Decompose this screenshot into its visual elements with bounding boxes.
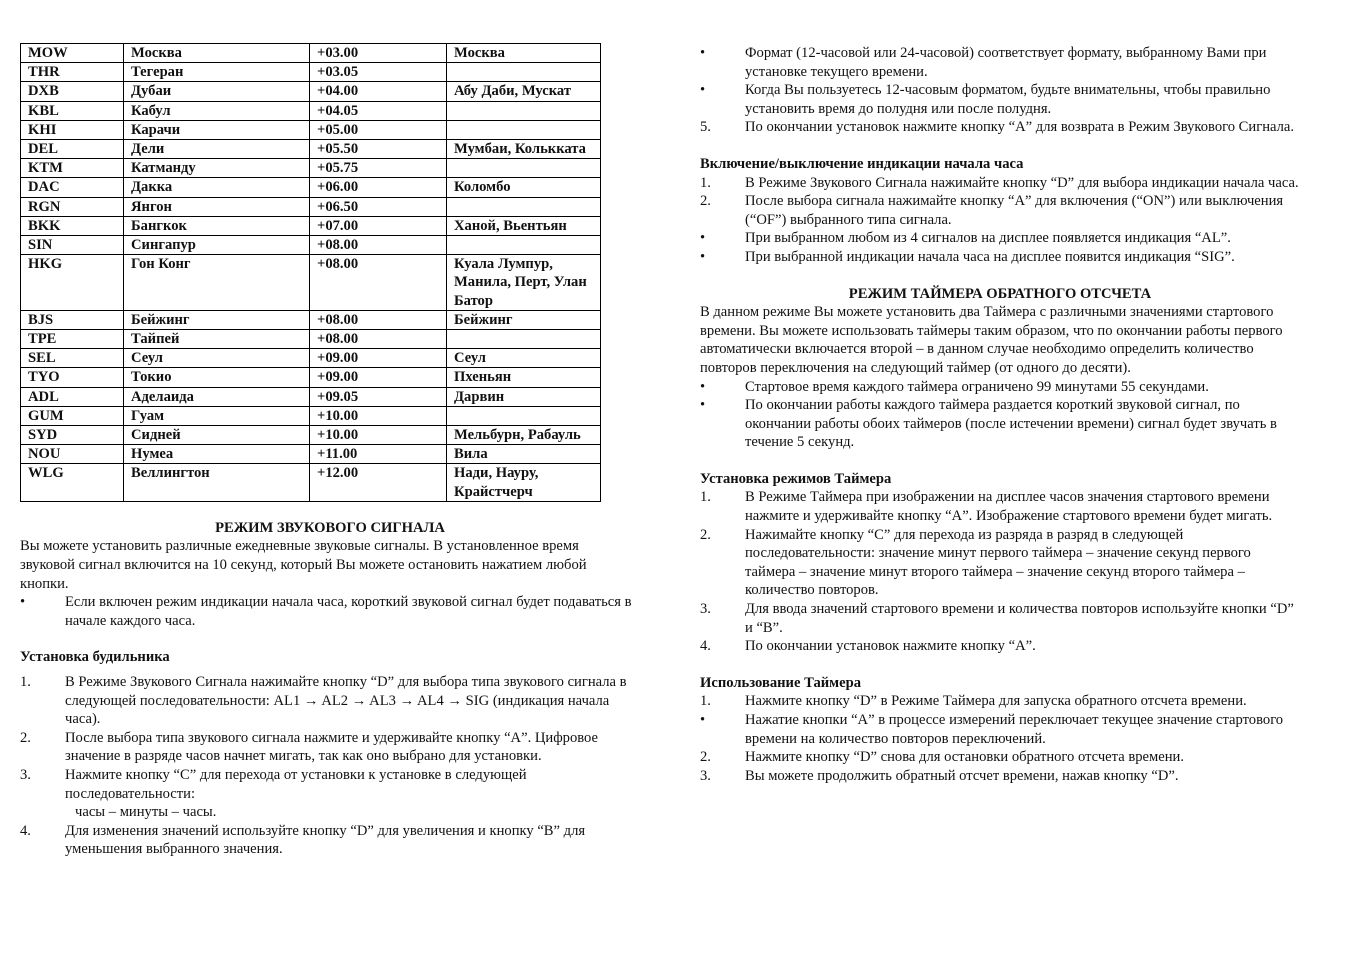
list-text: По окончании установок нажмите кнопку “A” для возврата в Режим Звукового Сигнала.: [745, 119, 1295, 136]
cell-offset: +08.00: [310, 236, 447, 255]
cell-offset: +08.00: [310, 330, 447, 349]
list-item: [700, 192, 1300, 229]
list-text: Формат (12-часовой или 24-часовой) соответствует формату, выбранному Вами при установке текущего времени.: [745, 45, 1267, 80]
cell-city: Гуам: [124, 406, 310, 425]
timer-bullets: [700, 378, 1300, 452]
cell-other: Москва: [447, 44, 601, 63]
table-row: [21, 236, 601, 255]
list-text: Стартовое время каждого таймера ограничено 99 минутами 55 секундами.: [745, 378, 1209, 395]
cell-code: NOU: [21, 445, 124, 464]
timezone-table: [20, 43, 601, 502]
table-row: [21, 140, 601, 159]
cell-city: Дакка: [124, 178, 310, 197]
cell-city: Бангкок: [124, 216, 310, 235]
cell-city: Тайпей: [124, 330, 310, 349]
list-item: [700, 748, 1300, 767]
list-item: [700, 692, 1300, 711]
alarm-step-3-sequence: часы – минуты – часы.: [75, 804, 217, 821]
list-text: По окончании работы каждого таймера раздается короткий звуковой сигнал, по окончании работы обоих таймеров (после истечении времени) сигнал будет звучать в течение 5 секунд.: [745, 397, 1277, 451]
cell-offset: +07.00: [310, 216, 447, 235]
table-row: [21, 387, 601, 406]
list-marker: 1.: [700, 489, 711, 506]
list-marker: 3.: [700, 767, 711, 784]
cell-offset: +11.00: [310, 445, 447, 464]
cell-city: Сингапур: [124, 236, 310, 255]
cell-code: DXB: [21, 82, 124, 101]
list-text: При выбранной индикации начала часа на дисплее появится индикация “SIG”.: [745, 248, 1235, 265]
cell-city: Токио: [124, 368, 310, 387]
cell-other: [447, 120, 601, 139]
cell-city: Янгон: [124, 197, 310, 216]
cell-other: [447, 159, 601, 178]
list-text: В Режиме Таймера при изображении на дисплее часов значения стартового времени нажмите и удерживайте кнопку “A”. Изображение стартового времени будет мигать.: [745, 489, 1273, 525]
cell-other: Коломбо: [447, 178, 601, 197]
cell-other: [447, 330, 601, 349]
table-row: [21, 464, 601, 501]
chime-items: [700, 174, 1300, 267]
chime-title: Включение/выключение индикации начала часа: [700, 155, 1024, 172]
cell-other: Сеул: [447, 349, 601, 368]
cell-code: WLG: [21, 464, 124, 501]
list-marker: •: [700, 378, 706, 395]
timer-intro: В данном режиме Вы можете установить два Таймера с различными значениями стартового времени. Вы можете использовать таймеры таким образом, что по окончании работы первого автоматически включается второй – в данном случае необходимо определить количество повторов переключения на следующий таймер (от одного до десяти).: [700, 304, 1283, 376]
table-row: [21, 101, 601, 120]
cell-city: Сеул: [124, 349, 310, 368]
list-text: Нажимайте кнопку “C” для перехода из разряда в разряд в следующей последовательности: значение минут первого таймера – значение секунд первого таймера – значение минут второго таймера – значение секунд второго таймера – количество повторов.: [745, 526, 1251, 599]
table-row: [21, 330, 601, 349]
cell-other: Вила: [447, 445, 601, 464]
list-text: В Режиме Звукового Сигнала нажимайте кнопку “D” для выбора индикации начала часа.: [745, 174, 1299, 191]
cell-offset: +08.00: [310, 310, 447, 329]
cell-offset: +10.00: [310, 406, 447, 425]
list-marker: •: [700, 230, 706, 247]
table-row: [21, 159, 601, 178]
table-row: [21, 445, 601, 464]
cell-city: Москва: [124, 44, 310, 63]
cell-code: THR: [21, 63, 124, 82]
cell-offset: +09.00: [310, 368, 447, 387]
cell-code: TPE: [21, 330, 124, 349]
cell-other: Мумбаи, Колькката: [447, 140, 601, 159]
table-row: [21, 426, 601, 445]
cell-code: KTM: [21, 159, 124, 178]
list-text: После выбора сигнала нажимайте кнопку “A” для включения (“ON”) или выключения (“OF”) выбранного типа сигнала.: [745, 193, 1284, 228]
list-marker: •: [700, 712, 706, 728]
cell-code: KHI: [21, 120, 124, 139]
alarm-format-items: [700, 44, 1300, 137]
table-row: [21, 406, 601, 425]
table-row: [21, 44, 601, 63]
table-row: [21, 255, 601, 311]
cell-other: Дарвин: [447, 387, 601, 406]
table-row: [21, 197, 601, 216]
table-row: [21, 178, 601, 197]
cell-other: [447, 406, 601, 425]
right-column: [700, 44, 1300, 785]
cell-code: KBL: [21, 101, 124, 120]
list-item: [700, 118, 1300, 137]
cell-other: Куала Лумпур, Манила, Перт, Улан Батор: [447, 255, 601, 311]
table-row: [21, 82, 601, 101]
alarm-step-4: 4. Для изменения значений используйте кнопку “D” для увеличения и кнопку “B” для уменьшения выбранного значения.: [20, 822, 586, 858]
cell-other: [447, 101, 601, 120]
cell-code: BJS: [21, 310, 124, 329]
cell-city: Гон Конг: [124, 255, 310, 311]
cell-other: Мельбурн, Рабауль: [447, 426, 601, 445]
cell-city: Веллингтон: [124, 464, 310, 501]
timer-use-items: [700, 692, 1300, 785]
table-row: [21, 368, 601, 387]
cell-code: SYD: [21, 426, 124, 445]
list-marker: •: [700, 397, 706, 414]
list-marker: 2.: [700, 526, 711, 543]
table-row: [21, 349, 601, 368]
list-item: [700, 526, 1300, 600]
list-text: Для ввода значений стартового времени и количества повторов используйте кнопки “D” и “B”.: [745, 601, 1294, 636]
list-marker: 4.: [700, 638, 711, 655]
cell-city: Нумеа: [124, 445, 310, 464]
cell-code: BKK: [21, 216, 124, 235]
list-text: При выбранном любом из 4 сигналов на дисплее появляется индикация “AL”.: [745, 230, 1231, 247]
list-item: [700, 767, 1300, 786]
bullet-marker: •: [20, 594, 26, 611]
cell-offset: +04.00: [310, 82, 447, 101]
list-marker: •: [700, 45, 706, 61]
cell-city: Сидней: [124, 426, 310, 445]
table-row: [21, 120, 601, 139]
cell-city: Кабул: [124, 101, 310, 120]
list-item: [700, 396, 1300, 452]
alarm-step-1: 1. В Режиме Звукового Сигнала нажимайте кнопку “D” для выбора типа звукового сигнала в следующей последовательности: AL1 → AL2 → AL3 → AL4 → SIG (индикация начала часа).: [20, 674, 627, 728]
list-text: Вы можете продолжить обратный отсчет времени, нажав кнопку “D”.: [745, 767, 1179, 784]
cell-other: Пхеньян: [447, 368, 601, 387]
table-row: [21, 310, 601, 329]
list-marker: 3.: [700, 601, 711, 618]
cell-offset: +03.00: [310, 44, 447, 63]
cell-other: [447, 197, 601, 216]
cell-other: Бейжинг: [447, 310, 601, 329]
cell-code: TYO: [21, 368, 124, 387]
list-marker: •: [700, 82, 706, 99]
cell-offset: +12.00: [310, 464, 447, 501]
cell-offset: +10.00: [310, 426, 447, 445]
list-item: [700, 174, 1300, 193]
cell-offset: +03.05: [310, 63, 447, 82]
left-column: [20, 43, 640, 859]
cell-offset: +08.00: [310, 255, 447, 311]
cell-code: SEL: [21, 349, 124, 368]
cell-code: HKG: [21, 255, 124, 311]
cell-code: GUM: [21, 406, 124, 425]
table-row: [21, 216, 601, 235]
list-text: Нажмите кнопку “D” в Режиме Таймера для запуска обратного отсчета времени.: [745, 693, 1247, 710]
timer-setup-title: Установка режимов Таймера: [700, 470, 892, 487]
list-marker: 1.: [700, 693, 711, 710]
cell-other: Нади, Науру, Крайстчерч: [447, 464, 601, 501]
list-text: Когда Вы пользуетесь 12-часовым форматом, будьте внимательны, чтобы правильно установить время до полудня или после полудня.: [745, 82, 1271, 117]
list-text: По окончании установок нажмите кнопку “A”.: [745, 638, 1036, 655]
list-item: [700, 711, 1300, 748]
cell-city: Тегеран: [124, 63, 310, 82]
cell-code: DEL: [21, 140, 124, 159]
alarm-setting-title: Установка будильника: [20, 649, 170, 666]
list-marker: 5.: [700, 119, 711, 136]
alarm-mode-intro: Вы можете установить различные ежедневные звуковые сигналы. В установленное время звуковой сигнал включится на 10 секунд, который Вы можете остановить нажатием любой кнопки.: [20, 538, 587, 592]
alarm-step-3: 3. Нажмите кнопку “C” для перехода от установки к установке в следующей последовательности:: [20, 767, 527, 802]
list-item: [700, 44, 1300, 81]
alarm-mode-bullet: • Если включен режим индикации начала часа, короткий звуковой сигнал будет подаваться в начале каждого часа.: [20, 594, 632, 629]
cell-city: Катманду: [124, 159, 310, 178]
cell-offset: +09.05: [310, 387, 447, 406]
list-item: [700, 229, 1300, 248]
timer-use-title: Использование Таймера: [700, 674, 861, 691]
cell-city: Аделаида: [124, 387, 310, 406]
cell-city: Бейжинг: [124, 310, 310, 329]
list-item: [700, 378, 1300, 397]
list-marker: 2.: [700, 749, 711, 766]
list-text: Нажатие кнопки “A” в процессе измерений переключает текущее значение стартового времени на количество повторов переключений.: [745, 712, 1284, 747]
list-item: [700, 248, 1300, 267]
list-item: [700, 600, 1300, 637]
cell-code: MOW: [21, 44, 124, 63]
table-row: [21, 63, 601, 82]
timer-setup-items: [700, 488, 1300, 655]
cell-offset: +06.50: [310, 197, 447, 216]
list-text: Нажмите кнопку “D” снова для остановки обратного отсчета времени.: [745, 749, 1184, 766]
list-marker: 2.: [700, 193, 711, 210]
cell-offset: +05.50: [310, 140, 447, 159]
cell-city: Дели: [124, 140, 310, 159]
cell-offset: +09.00: [310, 349, 447, 368]
alarm-mode-title: РЕЖИМ ЗВУКОВОГО СИГНАЛА: [215, 519, 445, 536]
cell-code: DAC: [21, 178, 124, 197]
cell-offset: +04.05: [310, 101, 447, 120]
cell-other: Абу Даби, Мускат: [447, 82, 601, 101]
timer-title: РЕЖИМ ТАЙМЕРА ОБРАТНОГО ОТСЧЕТА: [848, 285, 1152, 302]
list-item: [700, 488, 1300, 525]
cell-offset: +05.00: [310, 120, 447, 139]
list-item: [700, 637, 1300, 656]
cell-offset: +05.75: [310, 159, 447, 178]
cell-city: Дубаи: [124, 82, 310, 101]
cell-other: [447, 236, 601, 255]
cell-code: ADL: [21, 387, 124, 406]
cell-code: SIN: [21, 236, 124, 255]
cell-other: Ханой, Вьентьян: [447, 216, 601, 235]
cell-other: [447, 63, 601, 82]
alarm-step-2: 2. После выбора типа звукового сигнала нажмите и удерживайте кнопку “A”. Цифровое значение в разряде часов начнет мигать, так как оно выбрано для установки.: [20, 729, 599, 765]
cell-offset: +06.00: [310, 178, 447, 197]
list-item: [700, 81, 1300, 118]
cell-city: Карачи: [124, 120, 310, 139]
list-marker: 1.: [700, 174, 711, 191]
list-marker: •: [700, 248, 706, 265]
cell-code: RGN: [21, 197, 124, 216]
